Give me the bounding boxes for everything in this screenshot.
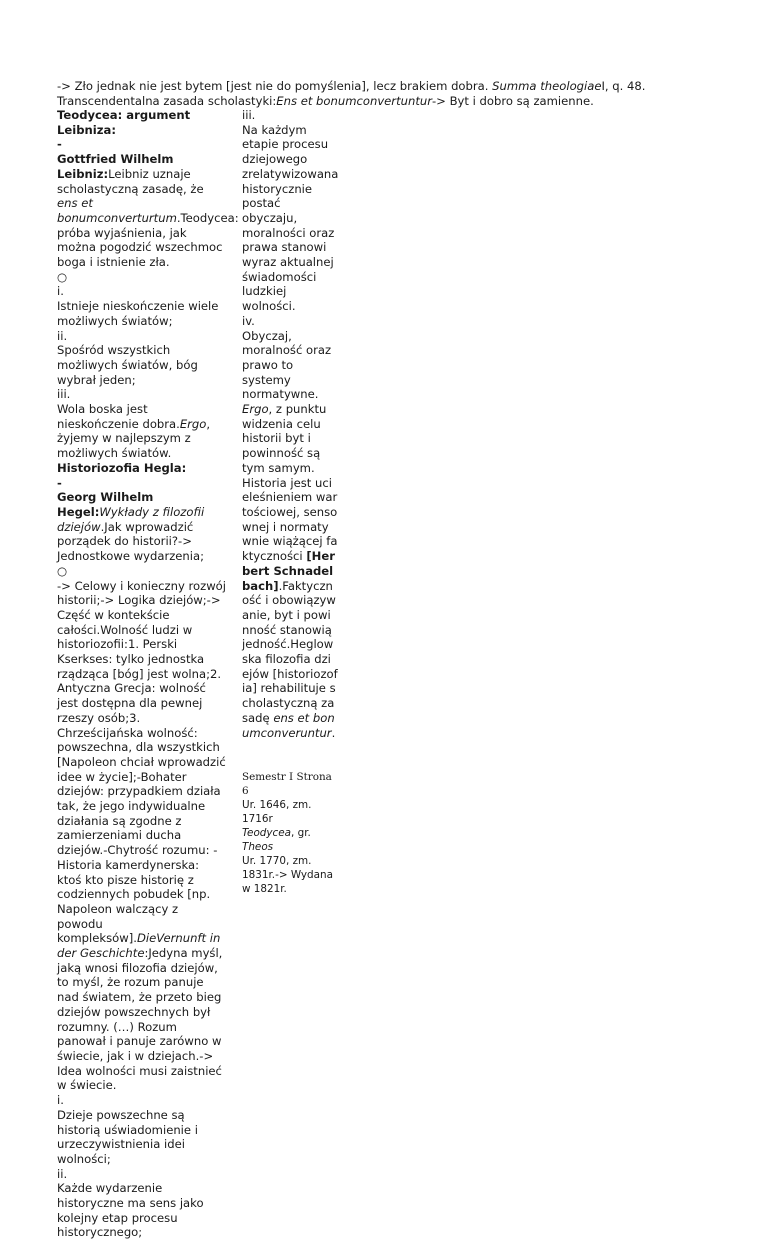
text: .Faktyczność i obowiązywanie, byt i powinność stanowią jedność.Heglowska filozofia dziejów [historiozofia] rehabilituje scholastyczną zasadę: [242, 578, 338, 725]
list-item: Każde wydarzenie historyczne ma sens jako kolejny etap procesu historycznego;: [57, 1181, 204, 1240]
text: Obyczaj, moralność oraz prawo to systemy normatywne.: [242, 328, 332, 402]
hegel-paragraph: [57, 490, 227, 564]
text: Wola boska jest nieskończenie dobra.: [57, 402, 180, 431]
top-lines: [57, 79, 747, 108]
list-item: Spośród wszystkich możliwych światów, bóg wybrał jeden;: [57, 343, 198, 387]
hegel-name: Georg Wilhelm Hegel:: [57, 490, 154, 519]
bullet: ○: [57, 269, 68, 284]
text-italic: Ergo: [242, 402, 269, 417]
heading-historiozofia: Historiozofia Hegla:: [57, 460, 187, 475]
list-number: iv.: [242, 313, 255, 328]
text-italic: Theos: [242, 841, 274, 854]
list-number: i.: [57, 1093, 64, 1108]
top-line-1: [57, 79, 747, 94]
text: Historia jest ucieleśnieniem wartościowej, sensownej i normatywnie wiążącej faktyczności: [242, 475, 338, 564]
heading-teodycea: Teodycea: argument Leibniza:: [57, 108, 191, 137]
dash: -: [57, 137, 62, 152]
text: , z punktu widzenia celu historii byt i powinność są tym samym.: [242, 402, 327, 475]
text: .: [331, 725, 336, 740]
bullet: ○: [57, 563, 68, 578]
text: :Jedyna myśl, jaką wnosi filozofia dziejów, to myśl, że rozum panuje nad światem, że przeto bieg dziejów powszechnych był rozumny. (…) Rozum panował i panuje zarówno w świecie, jak i w dziejach.-> Idea wolności musi zaistnieć w świecie.: [57, 946, 223, 1093]
text-italic: Ergo: [179, 416, 207, 431]
text: , gr.: [291, 827, 311, 840]
text: Leibniz uznaje scholastyczną zasadę, że: [57, 166, 204, 196]
text-italic: Wykłady z filozofii dziejów: [57, 504, 205, 534]
list-item: Na każdym etapie procesu dziejowego zrelatywizowana historycznie postać obyczaju, moralności oraz prawa stanowi wyraz aktualnej świadomości ludzkiej wolności.: [242, 122, 339, 314]
right-column: [242, 108, 338, 896]
text: .Teodycea: próba wyjaśnienia, jak można pogodzić wszechmoc boga i istnienie zła.: [57, 210, 239, 270]
list-item: Dzieje powszechne są historią uświadomienie i urzeczywistnienia idei wolności;: [57, 1107, 198, 1166]
text: Transcendentalna zasada scholastyki:: [57, 93, 277, 108]
hegel-long-paragraph: [57, 579, 227, 1094]
list-number: ii.: [57, 1166, 68, 1181]
text-italic: ens et bonumconverturtum: [57, 196, 177, 225]
list-number: i.: [57, 284, 64, 299]
list-item: Istnieje nieskończenie wiele możliwych światów;: [57, 299, 219, 328]
text-italic: Summa theologiae: [492, 79, 602, 93]
text-italic: DieVernunft in der Geschichte: [57, 931, 221, 961]
text: -> Celowy i konieczny rozwój historii;-> Logika dziejów;-> Część w kontekście całości.Wolność ludzi w historiozofii:1. Perski Kserkses: tylko jednostka rządząca [bóg] jest wolna;2. Antyczna Grecja: wolność jest dostępna dla pewnej rzeszy osób;3. Chrześcijańska wolność: powszechna, dla wszystkich [Napoleon chciał wprowadzić idee w życie];-Bohater dziejów: przypadkiem działa tak, że jego indywidualne działania są zgodne z zamierzeniami ducha dziejów.-Chytrość rozumu: -Historia kamerdynerska: ktoś kto pisze historię z codziennych pobudek [np. Napoleon walczący z powodu kompleksów].: [57, 578, 226, 946]
list-number: iii.: [57, 387, 71, 402]
text: , żyjemy w najlepszym z możliwych światów.: [57, 416, 211, 461]
list-number: ii.: [57, 328, 68, 343]
footer: [242, 770, 338, 896]
list-item: [57, 402, 227, 461]
leibniz-paragraph: [57, 152, 239, 270]
left-column: [57, 108, 239, 1240]
top-line-2: [57, 94, 747, 109]
list-number: iii.: [242, 108, 256, 122]
footnote: [242, 826, 338, 854]
leibniz-name: Gottfried Wilhelm Leibniz:: [57, 152, 174, 181]
text: .Jak wprowadzić porządek do historii?-> Jednostkowe wydarzenia;: [57, 519, 205, 564]
text: -> Zło jednak nie jest bytem [jest nie do pomyślenia], lecz brakiem dobra.: [57, 79, 493, 93]
text-italic: Teodycea: [242, 827, 292, 840]
page-footer: Semestr I Strona 6: [242, 771, 332, 798]
text-italic: Ens et bonumconvertuntur: [276, 93, 432, 108]
text: I, q. 48.: [601, 79, 646, 93]
dash: -: [57, 475, 62, 490]
historia-paragraph: [242, 476, 338, 741]
list-item: [242, 329, 338, 476]
text-italic: ens et bonumconveruntur: [242, 710, 335, 740]
author-name: [Herbert Schnadelbach]: [242, 549, 335, 593]
footnote: Ur. 1770, zm. 1831r.-> Wydana w 1821r.: [242, 855, 333, 896]
footnote: Ur. 1646, zm. 1716r: [242, 799, 312, 826]
text: -> Byt i dobro są zamienne.: [431, 93, 594, 108]
